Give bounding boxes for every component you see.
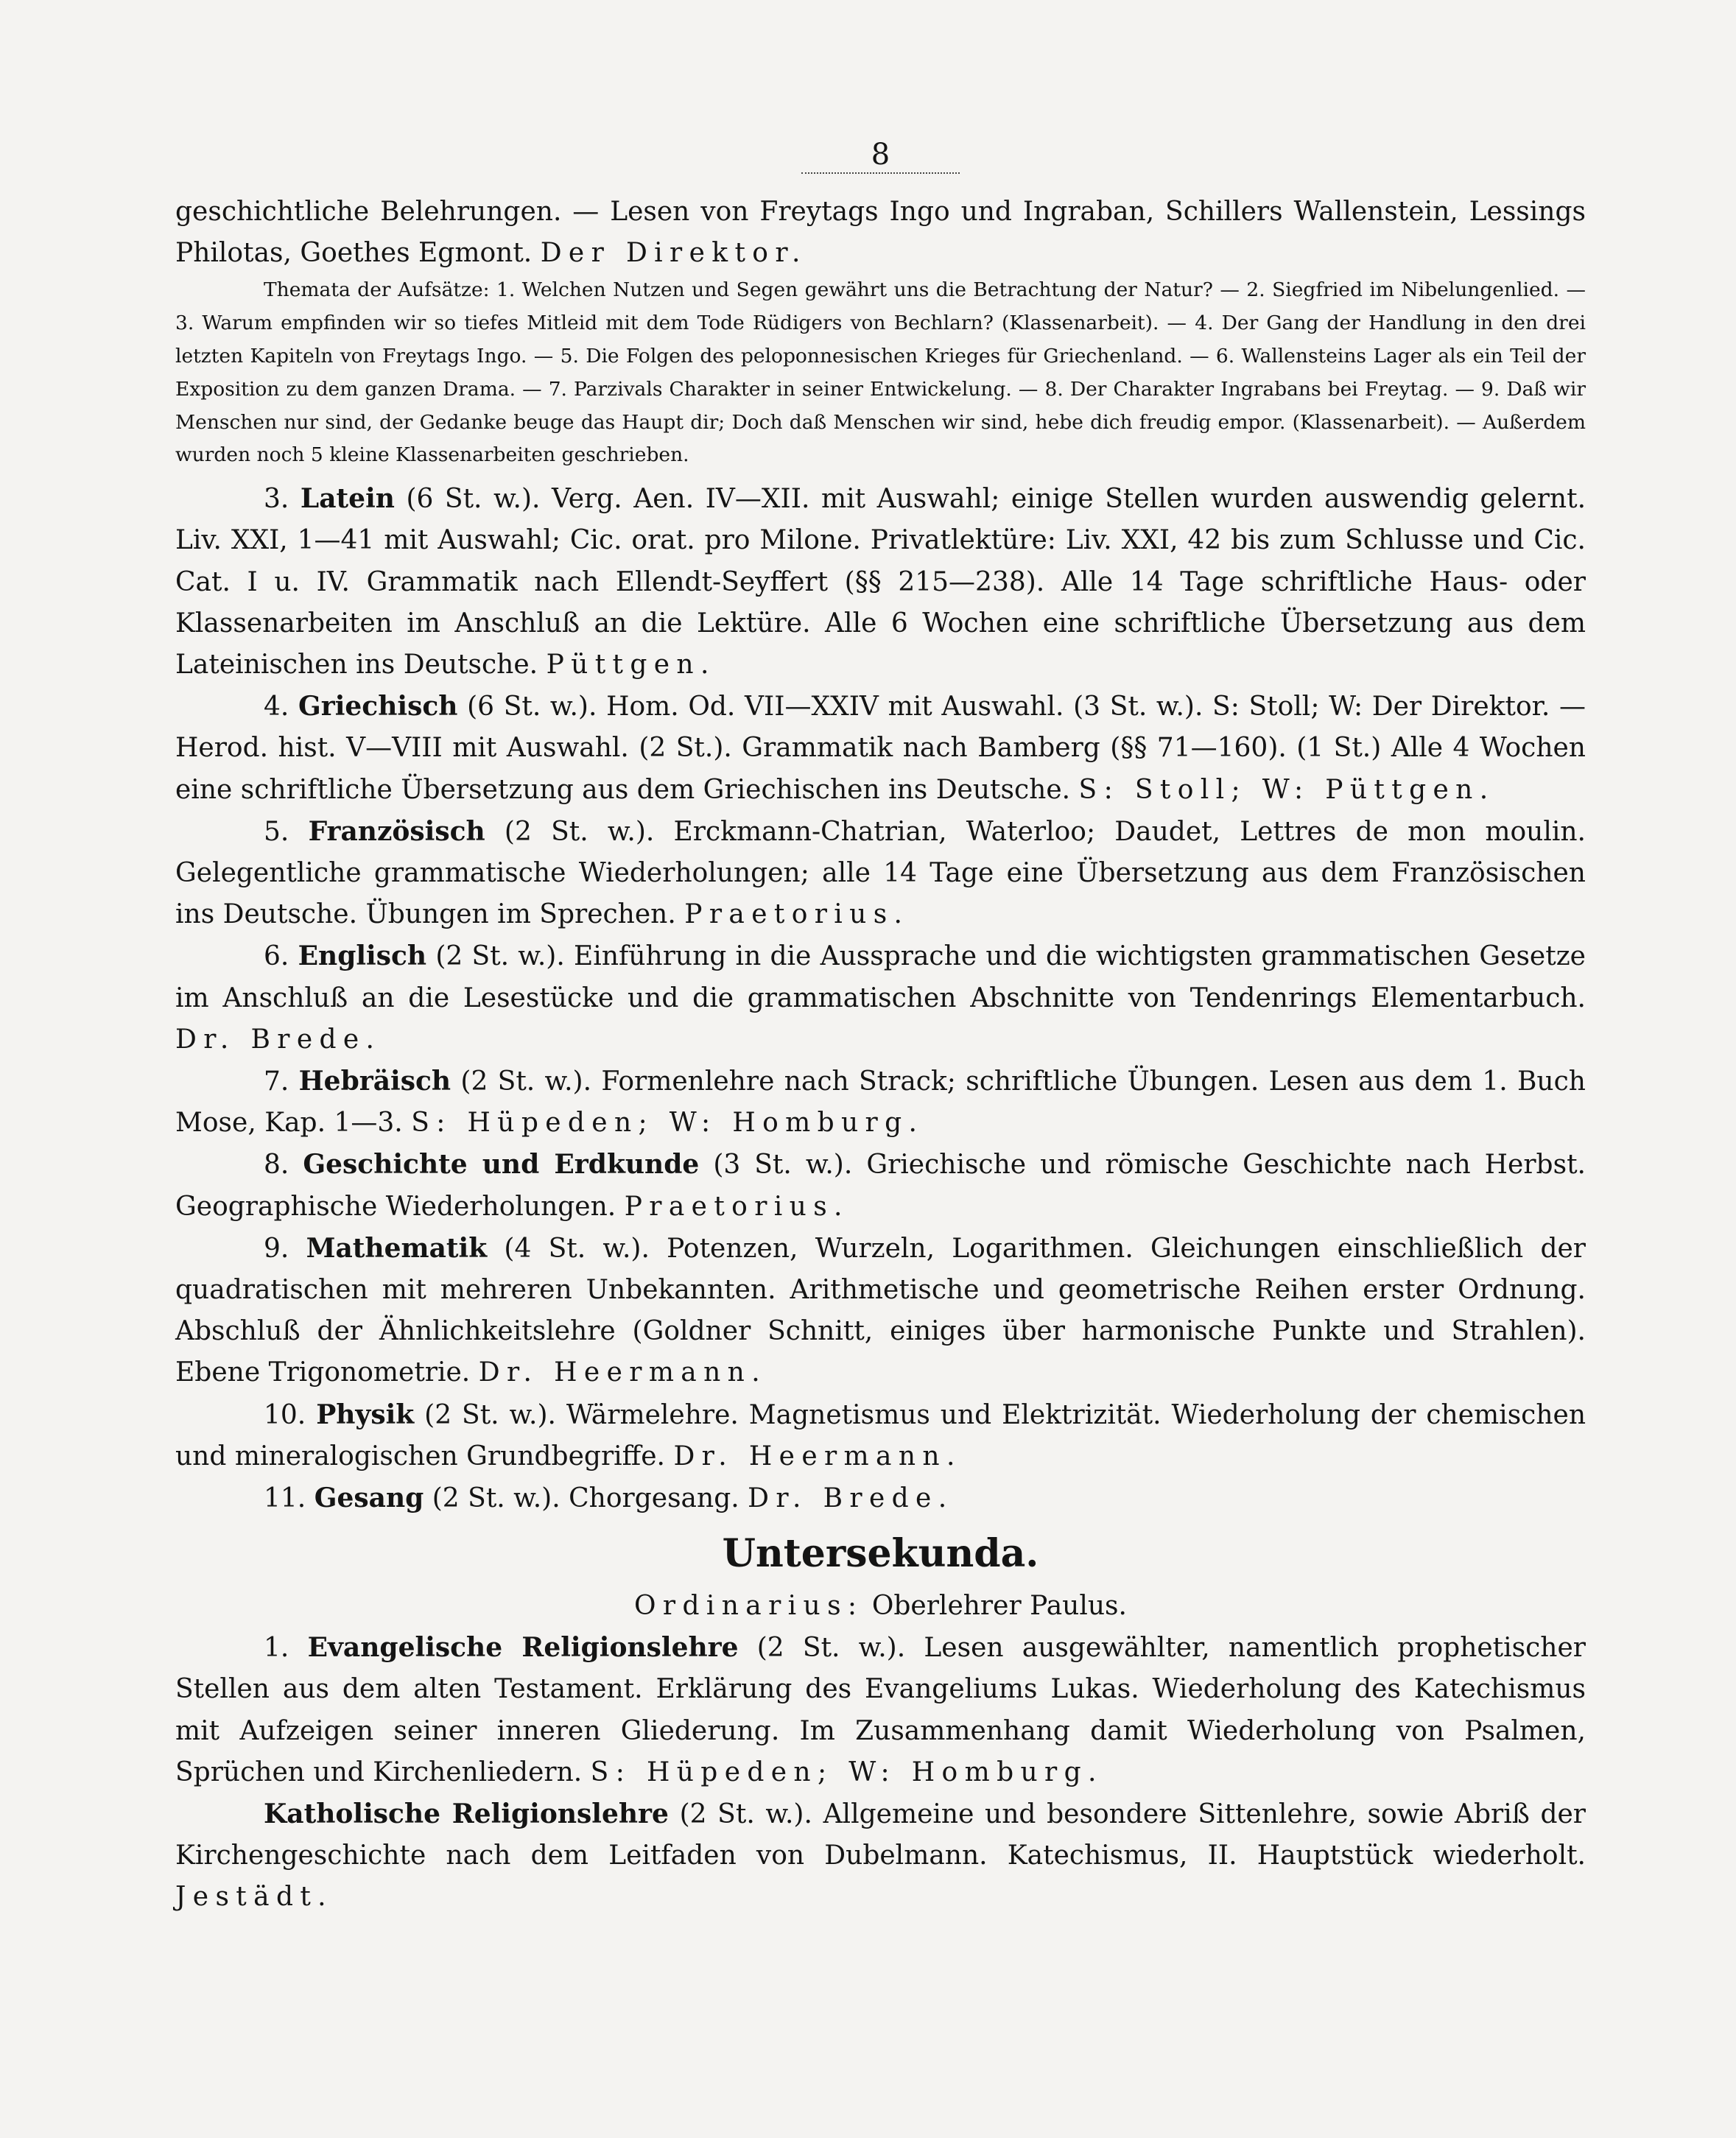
subject-teacher: Püttgen.: [546, 650, 716, 680]
intro-paragraph: [175, 191, 1586, 274]
subject-franzoesisch: [175, 811, 1586, 936]
ordinarius-name: Oberlehrer Paulus.: [871, 1591, 1127, 1622]
subject-number: 8.: [264, 1150, 289, 1181]
subject-hours: (2 St. w.).: [504, 816, 655, 847]
subject-text: Erckmann-Chatrian, Waterloo; Daudet, Lettres de mon moulin. Gelegentliche grammatische Wiederholungen; alle 14 Tage eine Übersetzung aus dem Französischen ins Deutsche. Übungen im Sprechen.: [175, 816, 1586, 930]
subject-hebraeisch: [175, 1061, 1586, 1144]
subject-name: Gesang: [314, 1483, 424, 1514]
subject-evangelische-religion: [175, 1627, 1586, 1793]
intro-text: geschichtliche Belehrungen. — Lesen von Freytags Ingo und Ingraban, Schillers Wallenstein, Lessings Philotas, Goethes Egmont.: [175, 197, 1586, 269]
subject-name: Englisch: [298, 940, 427, 972]
subject-name: Mathematik: [306, 1232, 488, 1264]
subject-text: Hom. Od. VII—XXIV mit Auswahl. (3 St. w.). S: Stoll; W: Der Direktor. — Herod. hist. V—VIII mit Auswahl. (2 St.). Grammatik nach Bamberg (§§ 71—160). (1 St.) Alle 4 Wochen eine schriftliche Übersetzung aus dem Griechischen ins Deutsche.: [175, 692, 1586, 805]
subject-text: Chorgesang.: [569, 1483, 739, 1514]
subject-name: Evangelische Religionslehre: [307, 1632, 739, 1664]
subject-griechisch: [175, 686, 1586, 811]
subject-teacher: Dr. Brede.: [748, 1483, 954, 1514]
subject-mathematik: [175, 1228, 1586, 1394]
subject-englisch: [175, 935, 1586, 1061]
subject-name: Französisch: [308, 815, 485, 847]
subject-teacher: Jestädt.: [175, 1882, 333, 1913]
subject-hours: (4 St. w.).: [504, 1233, 650, 1264]
subject-number: 3.: [264, 484, 289, 515]
subject-name: Geschichte und Erdkunde: [303, 1149, 700, 1181]
subject-latein: [175, 478, 1586, 686]
subject-text: Verg. Aen. IV—XII. mit Auswahl; einige Stellen wurden auswendig gelernt. Liv. XXI, 1—41 mit Auswahl; Cic. orat. pro Milone. Privatlektüre: Liv. XXI, 42 bis zum Schlusse und Cic. Cat. I u. IV. Grammatik nach Ellendt-Seyffert (§§ 215—238). Alle 14 Tage schriftliche Haus- oder Klassenarbeiten im Anschluß an die Lektüre. Alle 6 Wochen eine schriftliche Übersetzung aus dem Lateinischen ins Deutsche.: [175, 484, 1586, 680]
subject-number: 5.: [264, 816, 289, 847]
subject-physik: [175, 1394, 1586, 1477]
subject-hours: (2 St. w.).: [679, 1799, 812, 1830]
subject-text: Einführung in die Aussprache und die wichtigsten grammatischen Gesetze im Anschluß an die Lesestücke und die grammatischen Abschnitte von Tendenrings Elementarbuch.: [175, 941, 1586, 1013]
subject-teacher: Dr. Heermann.: [478, 1357, 767, 1388]
subject-name: Katholische Religionslehre: [264, 1798, 669, 1830]
subject-teacher: S: Hüpeden; W: Homburg.: [590, 1757, 1103, 1787]
subject-hours: (2 St. w.).: [432, 1483, 560, 1514]
subject-text: Formenlehre nach Strack; schriftliche Übungen. Lesen aus dem 1. Buch Mose, Kap. 1—3.: [175, 1066, 1586, 1139]
subject-text: Lesen ausgewählter, namentlich prophetischer Stellen aus dem alten Testament. Erklärung des Evangeliums Lukas. Wiederholung des Katechismus mit Aufzeigen seiner inneren Gliederung. Im Zusammenhang damit Wiederholung von Psalmen, Sprüchen und Kirchenliedern.: [175, 1633, 1586, 1787]
essay-topics: Themata der Aufsätze: 1. Welchen Nutzen und Segen gewährt uns die Betrachtung der Natur? — 2. Siegfried im Nibelungenlied. — 3. Warum empfinden wir so tiefes Mitleid mit dem Tode Rüdigers von Bechlarn? (Klassenarbeit). — 4. Der Gang der Handlung in den drei letzten Kapiteln von Freytags Ingo. — 5. Die Folgen des peloponnesischen Krieges für Griechenland. — 6. Wallensteins Lager als ein Teil der Exposition zu dem ganzen Drama. — 7. Parzivals Charakter in seiner Entwickelung. — 8. Der Charakter Ingrabans bei Freytag. — 9. Daß wir Menschen nur sind, der Gedanke beuge das Haupt dir; Doch daß Menschen wir sind, hebe dich freudig empor. (Klassenarbeit). — Außerdem wurden noch 5 kleine Klassenarbeiten geschrieben.: [175, 278, 1586, 467]
subject-teacher: Praetorius.: [684, 899, 910, 930]
subject-katholische-religion: [175, 1793, 1586, 1919]
subject-geschichte-erdkunde: [175, 1144, 1586, 1227]
subject-number: 10.: [264, 1399, 306, 1430]
subject-number: 4.: [264, 692, 289, 722]
subject-gesang: [175, 1477, 1586, 1519]
subject-teacher: S: Hüpeden; W: Homburg.: [411, 1108, 924, 1139]
section-title-untersekunda: Untersekunda.: [722, 1531, 1039, 1577]
subject-text: Griechische und römische Geschichte nach Herbst. Geographische Wiederholungen.: [175, 1150, 1586, 1222]
subject-teacher: Praetorius.: [624, 1191, 849, 1222]
ordinarius-label: Ordinarius:: [634, 1591, 864, 1622]
subject-text: Potenzen, Wurzeln, Logarithmen. Gleichungen einschließlich der quadratischen mit mehreren Unbekannten. Arithmetische und geometrische Reihen erster Ordnung. Abschluß der Ähnlichkeitslehre (Goldner Schnitt, einiges über harmonische Punkte und Strahlen). Ebene Trigonometrie.: [175, 1233, 1586, 1388]
header-ornament-rule: [801, 172, 960, 174]
subject-number: 11.: [264, 1483, 306, 1514]
subject-number: 7.: [264, 1066, 289, 1097]
subject-teacher: Dr. Heermann.: [673, 1441, 962, 1471]
subject-hours: (2 St. w.).: [756, 1633, 906, 1664]
subject-name: Latein: [300, 483, 395, 515]
subject-teacher: Dr. Brede.: [175, 1024, 382, 1055]
subject-name: Physik: [316, 1399, 415, 1430]
intro-teacher: Der Direktor.: [540, 238, 807, 269]
subject-hours: (2 St. w.).: [424, 1399, 556, 1430]
subject-hours: (2 St. w.).: [435, 941, 565, 972]
subject-name: Hebräisch: [298, 1066, 451, 1097]
subject-text: Wärmelehre. Magnetismus und Elektrizität. Wiederholung der chemischen und mineralogischen Grundbegriffe.: [175, 1399, 1586, 1471]
subject-number: 9.: [264, 1233, 289, 1264]
subject-hours: (3 St. w.).: [713, 1150, 853, 1181]
subject-name: Griechisch: [298, 691, 458, 722]
subject-hours: (6 St. w.).: [467, 692, 597, 722]
subject-text: Allgemeine und besondere Sittenlehre, sowie Abriß der Kirchengeschichte nach dem Leitfaden von Dubelmann. Katechismus, II. Hauptstück wiederholt.: [175, 1799, 1586, 1871]
document-page: [175, 140, 1586, 1919]
subject-teacher: S: Stoll; W: Püttgen.: [1078, 774, 1495, 805]
subject-hours: (2 St. w.).: [460, 1066, 592, 1097]
page-number: 8: [871, 138, 890, 172]
subject-number: 1.: [264, 1633, 289, 1664]
ordinarius-line: [175, 1586, 1586, 1627]
subject-number: 6.: [264, 941, 289, 972]
subject-hours: (6 St. w.).: [406, 484, 541, 515]
